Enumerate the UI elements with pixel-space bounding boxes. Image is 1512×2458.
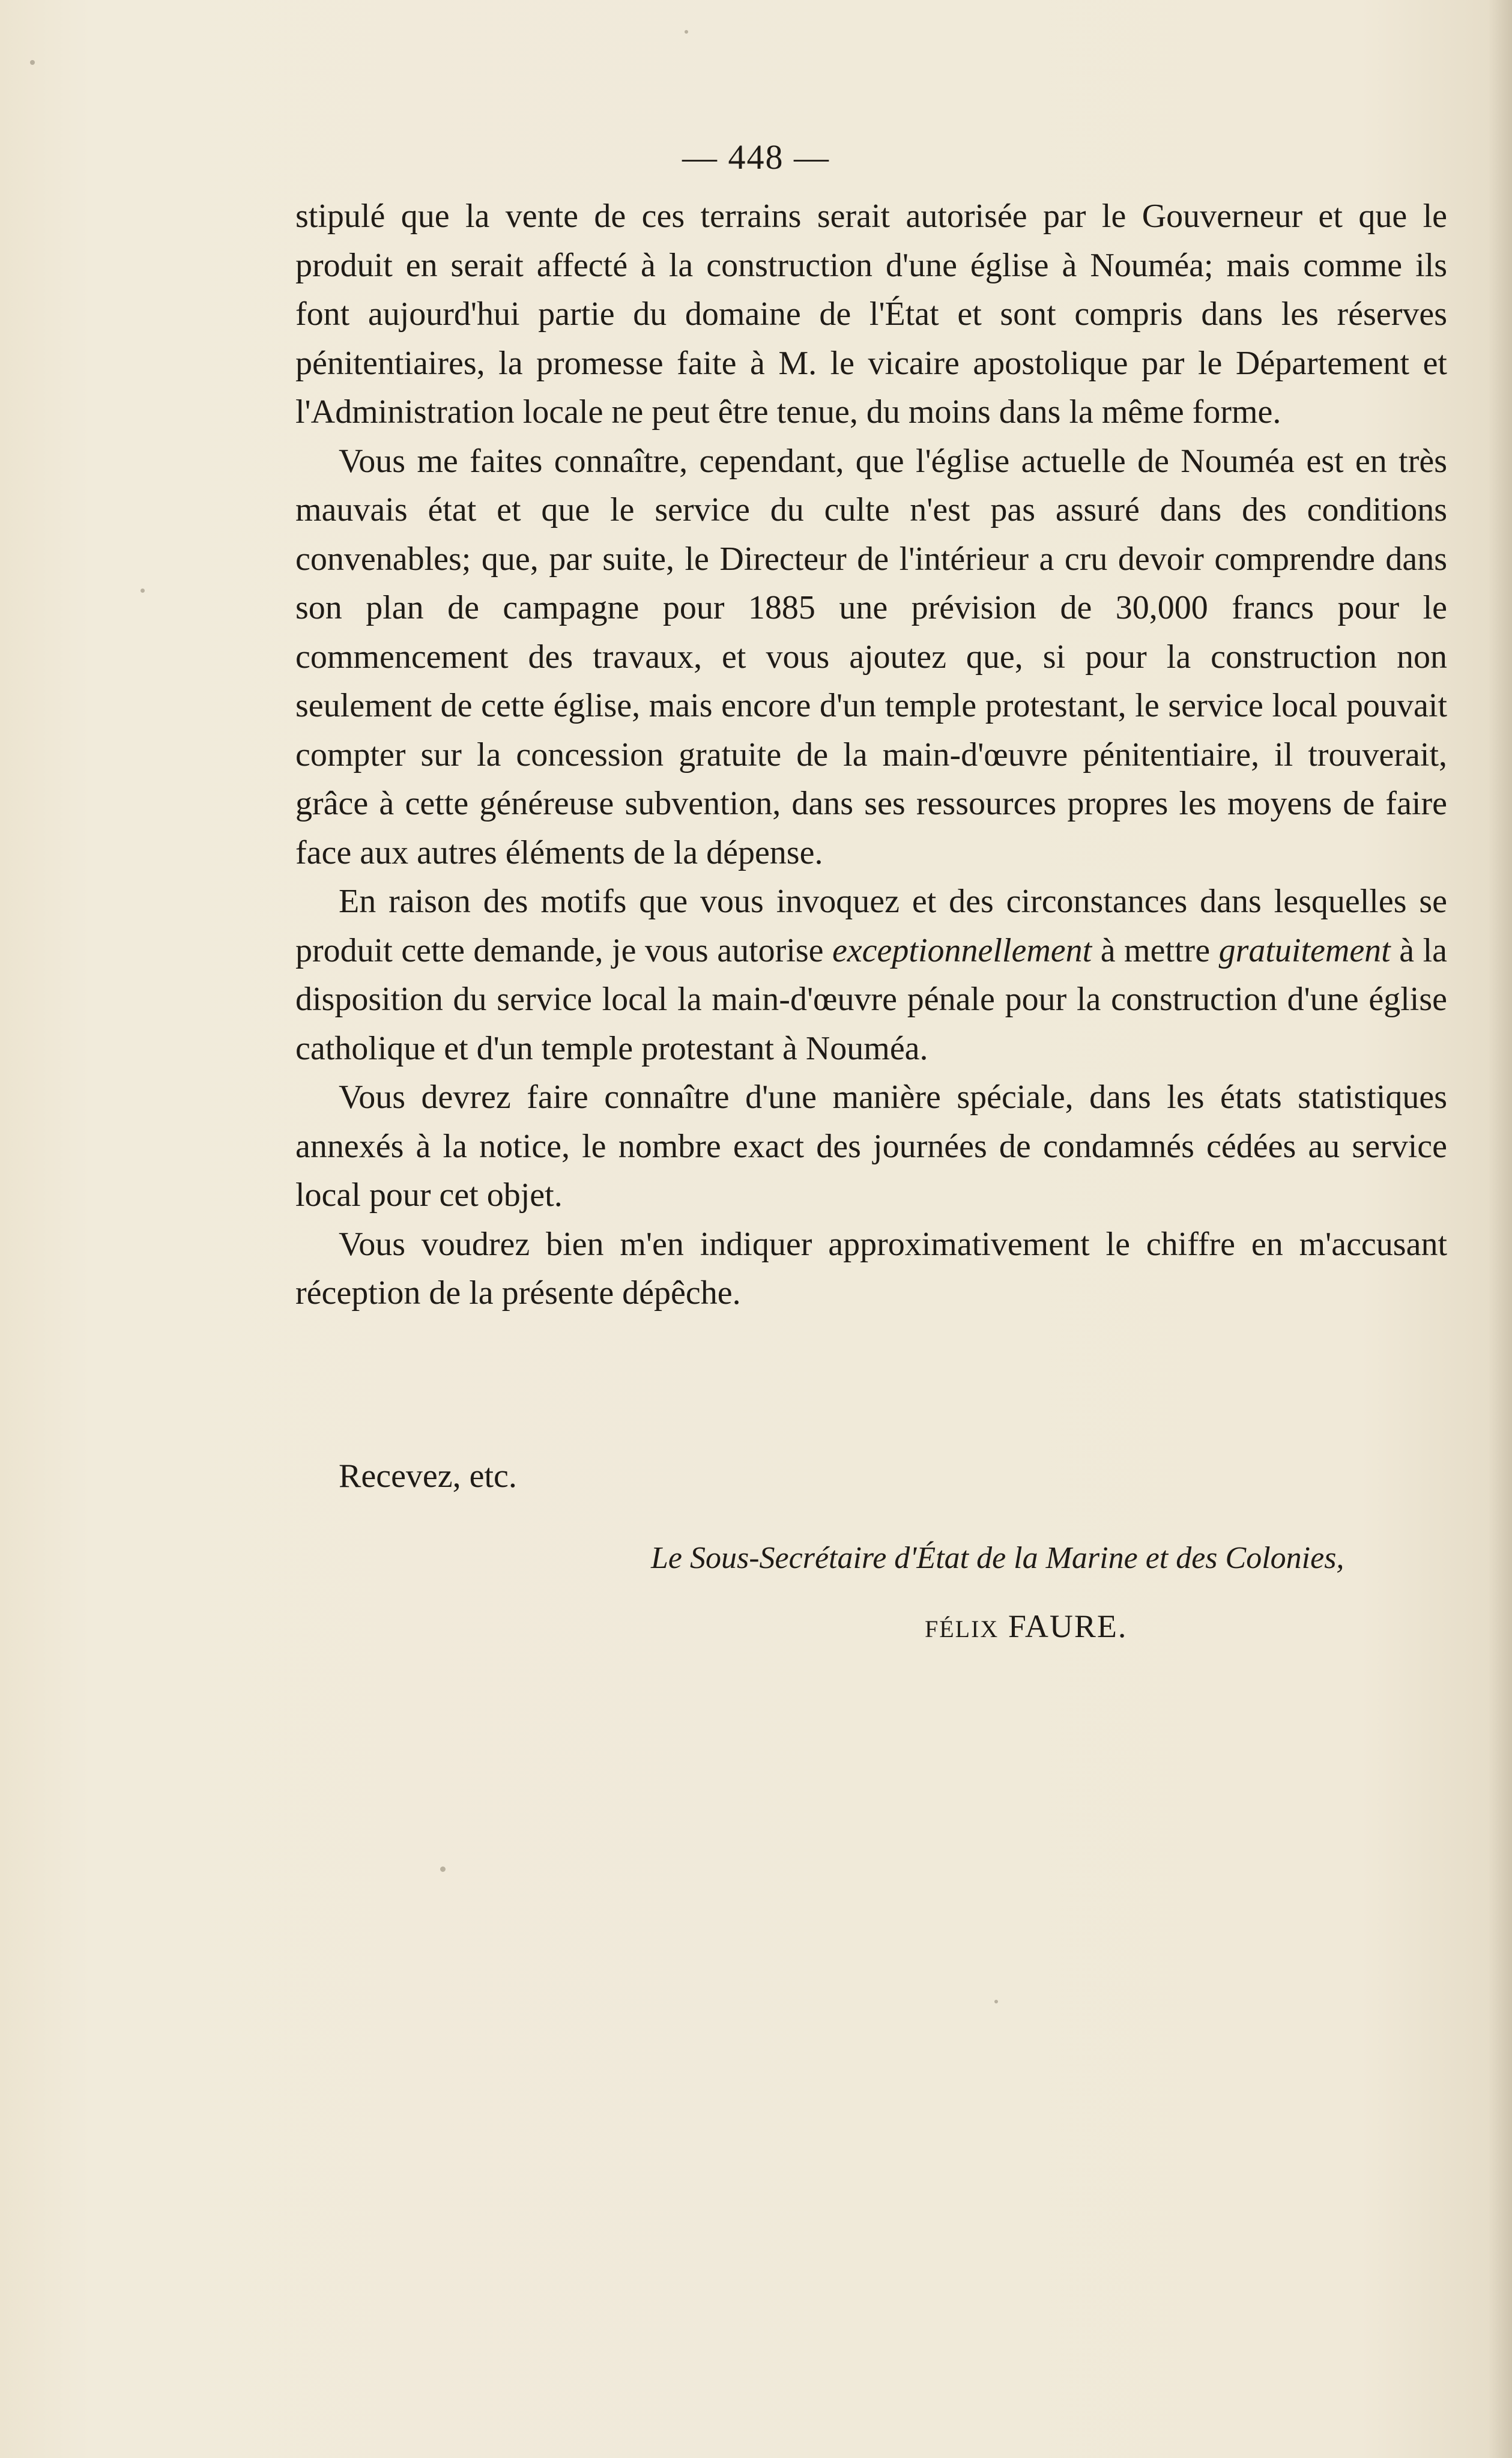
page-edge-shadow — [1488, 0, 1512, 2458]
paragraph-continuation: stipulé que la vente de ces terrains serait autorisée par le Gouverneur et que le produit en serait affecté à la construction d'une église à Nouméa; mais comme ils font aujourd'hui partie du domaine de l'État et sont compris dans les réserves pénitentiaires, la promesse faite à M. le vicaire apostolique par le Département et l'Administration locale ne peut être tenue, du moins dans la même forme. — [295, 198, 1447, 431]
paragraph: Vous voudrez bien m'en indiquer approximativement le chiffre en m'accusant réception de la présente dépêche. — [295, 1225, 1447, 1312]
closing-formula: Recevez, etc. — [339, 1458, 517, 1495]
signatory-first-name: FÉLIX — [925, 1615, 999, 1642]
signatory-last-name: FAURE. — [1008, 1608, 1128, 1644]
body-text — [295, 192, 1447, 1318]
paragraph-text: à mettre — [1092, 931, 1219, 969]
signatory-title: Le Sous-Secrétaire d'État de la Marine et des Colonies, — [651, 1541, 1344, 1575]
paper-speck — [141, 589, 145, 593]
signatory-name — [925, 1602, 1127, 1653]
paragraph: Vous me faites connaître, cependant, que l'église actuelle de Nouméa est en très mauvais état et que le service du culte n'est pas assuré dans des conditions convenables; que, par suite, le Directeur de l'intérieur a cru devoir comprendre dans son plan de campagne pour 1885 une prévision de 30,000 francs pour le commencement des travaux, et vous ajoutez que, si pour la construction non seulement de cette église, mais encore d'un temple protestant, le service local pouvait compter sur la concession gratuite de la main-d'œuvre pénitentiaire, il trouverait, grâce à cette généreuse subvention, dans ses ressources propres les moyens de faire face aux autres éléments de la dépense. — [295, 442, 1447, 871]
emphasis-text: exceptionnellement — [832, 931, 1092, 969]
paragraph: Vous devrez faire connaître d'une manière spéciale, dans les états statistiques annexés à la notice, le nombre exact des journées de condamnés cédées au service local pour cet objet. — [295, 1079, 1447, 1214]
paragraph-text: à la disposition du service local la main-d'œuvre pénale pour la construction d'une église catholique et d'un temple protestant à Nouméa. — [295, 931, 1447, 1067]
paper-speck — [994, 2000, 998, 2003]
page-number: — 448 — — [682, 138, 830, 177]
emphasis-text: gratuitement — [1218, 931, 1391, 969]
paper-speck — [440, 1866, 446, 1872]
paper-speck — [30, 60, 35, 65]
paragraph-text: En raison des motifs que vous invoquez et des circonstances dans lesquelles se produit cette demande, je vous autorise — [295, 883, 1447, 969]
paragraph-authorization — [295, 877, 1447, 1073]
paper-speck — [685, 30, 688, 34]
